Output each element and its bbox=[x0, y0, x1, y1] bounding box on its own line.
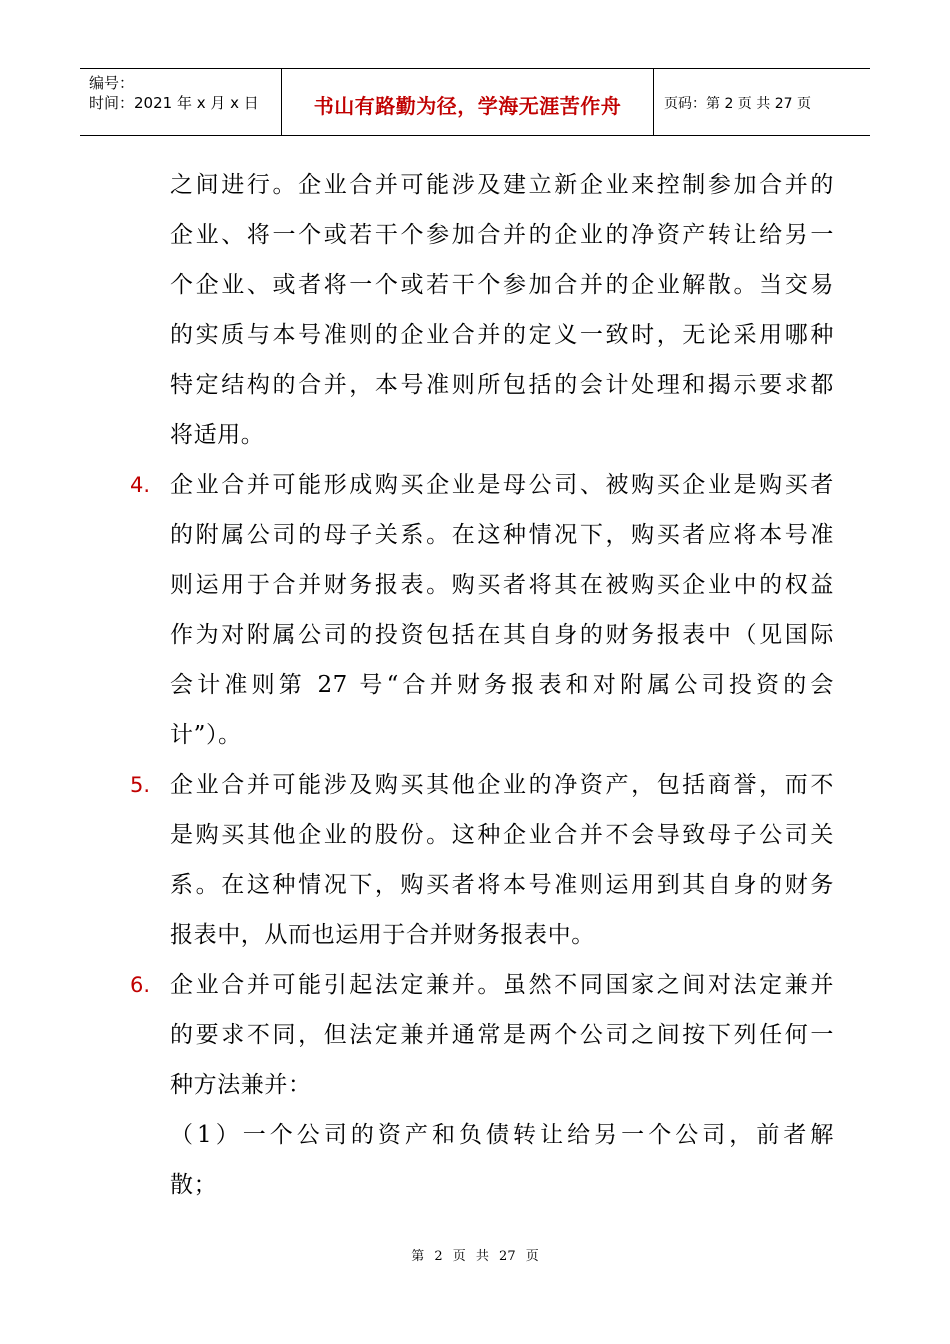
header-meta bbox=[80, 69, 282, 135]
text-line: 报表中，从而也运用于合并财务报表中。 bbox=[170, 922, 595, 948]
page-header bbox=[80, 68, 870, 136]
paragraph-continuation bbox=[170, 160, 834, 460]
text-line: 企业合并可能引起法定兼并。虽然不同国家之间对法定兼并 bbox=[170, 972, 834, 998]
text-line: 作为对附属公司的投资包括在其自身的财务报表中（见国际 bbox=[170, 622, 834, 648]
text-line: 将适用。 bbox=[170, 422, 265, 448]
text-line: 之间进行。企业合并可能涉及建立新企业来控制参加合并的 bbox=[170, 172, 834, 198]
paragraph-number: 5. bbox=[130, 773, 151, 797]
header-page-info: 页码：第 2 页 共 27 页 bbox=[664, 96, 811, 112]
text-line: 散； bbox=[170, 1172, 218, 1198]
text-line: 则运用于合并财务报表。购买者将其在被购买企业中的权益 bbox=[170, 572, 834, 598]
text-line: 企业合并可能涉及购买其他企业的净资产，包括商誉，而不 bbox=[170, 772, 834, 798]
header-time-label: 时间：2021 年 x 月 x 日 bbox=[89, 94, 259, 112]
paragraph-item-4 bbox=[130, 460, 834, 760]
text-line: 特定结构的合并，本号准则所包括的会计处理和揭示要求都 bbox=[170, 372, 834, 398]
text-line: （1）一个公司的资产和负债转让给另一个公司，前者解 bbox=[170, 1122, 834, 1148]
text-line: 会计准则第 27 号“合并财务报表和对附属公司投资的会 bbox=[170, 672, 834, 698]
paragraph-item-6 bbox=[130, 960, 834, 1210]
text-line: 计”）。 bbox=[170, 722, 242, 748]
page-footer: 第 2 页 共 27 页 bbox=[411, 1249, 539, 1264]
text-line: 的要求不同，但法定兼并通常是两个公司之间按下列任何一 bbox=[170, 1022, 834, 1048]
header-motto: 书山有路勤为径，学海无涯苦作舟 bbox=[282, 69, 654, 135]
text-line: 企业合并可能形成购买企业是母公司、被购买企业是购买者 bbox=[170, 472, 834, 498]
paragraph-number: 6. bbox=[130, 973, 151, 997]
text-line: 的实质与本号准则的企业合并的定义一致时，无论采用哪种 bbox=[170, 322, 834, 348]
document-body bbox=[130, 160, 834, 1210]
text-line: 企业、将一个或若干个参加合并的企业的净资产转让给另一 bbox=[170, 222, 834, 248]
paragraph-number: 4. bbox=[130, 473, 151, 497]
paragraph-item-5 bbox=[130, 760, 834, 960]
text-line: 系。在这种情况下，购买者将本号准则运用到其自身的财务 bbox=[170, 872, 834, 898]
header-number-label: 编号： bbox=[89, 74, 135, 92]
text-line: 的附属公司的母子关系。在这种情况下，购买者应将本号准 bbox=[170, 522, 834, 548]
text-line: 是购买其他企业的股份。这种企业合并不会导致母子公司关 bbox=[170, 822, 834, 848]
text-line: 个企业、或者将一个或若干个参加合并的企业解散。当交易 bbox=[170, 272, 834, 298]
text-line: 种方法兼并： bbox=[170, 1072, 312, 1098]
